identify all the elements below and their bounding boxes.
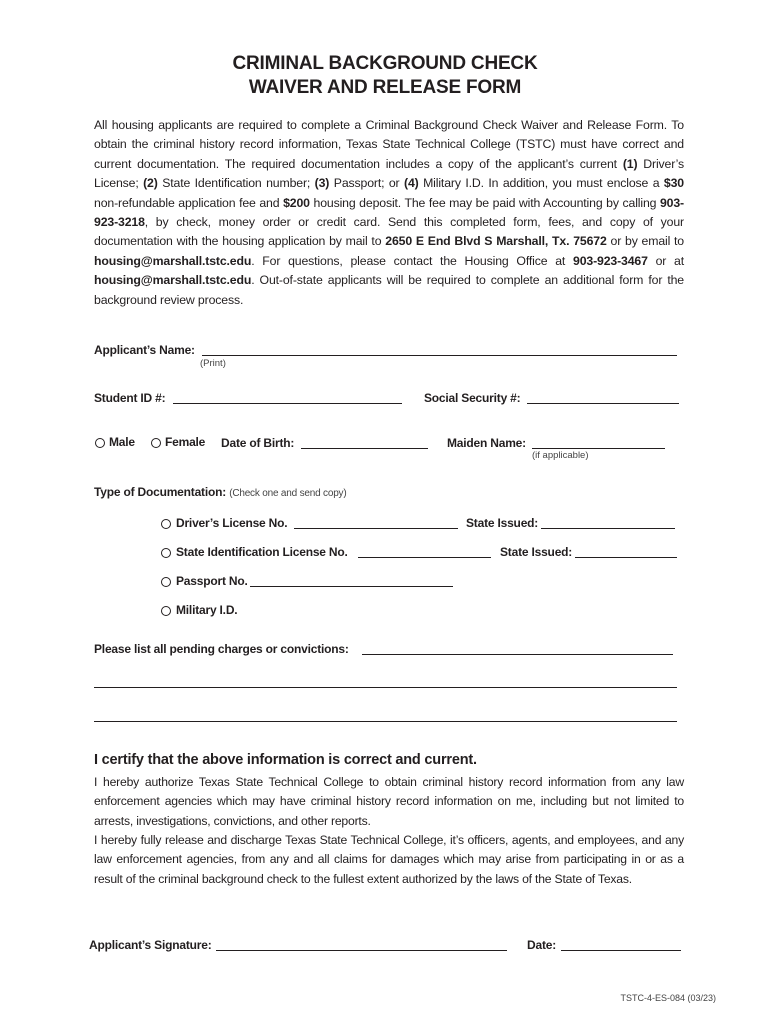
state-issued-label-1: State Issued: — [466, 516, 539, 530]
authorization-paragraph: I hereby authorize Texas State Technical College to obtain criminal history record information from any law enforcement agencies which may have criminal history record information on me, including but not limited to arrests, investigations, convictions, and other reports. — [94, 775, 684, 828]
ssn-field[interactable] — [527, 403, 679, 404]
drivers-license-radio[interactable] — [161, 519, 171, 529]
date-of-birth-label: Date of Birth: — [221, 436, 295, 450]
pending-charges-label: Please list all pending charges or convictions: — [94, 642, 349, 656]
state-issued-label-2: State Issued: — [500, 545, 573, 559]
military-id-radio[interactable] — [161, 606, 171, 616]
pending-charges-field-1[interactable] — [362, 654, 673, 655]
passport-radio[interactable] — [161, 577, 171, 587]
housing-email-link-2[interactable]: housing@marshall.tstc.edu — [94, 273, 252, 288]
date-of-birth-field[interactable] — [301, 448, 428, 449]
pending-charges-field-2[interactable] — [94, 687, 677, 688]
release-paragraph: I hereby fully release and discharge Texas State Technical College, it’s officers, agents, and employees, and any law enforcement agencies, from any and all claims for damages which may arise from participating in or as a result of the criminal background check to the fullest extent authorized by the laws of the State of Texas. — [94, 833, 684, 886]
form-title-line-2: WAIVER AND RELEASE FORM — [248, 77, 522, 98]
housing-email-link[interactable]: housing@marshall.tstc.edu — [94, 253, 252, 268]
print-hint: (Print) — [200, 358, 226, 369]
military-id-label: Military I.D. — [176, 603, 238, 617]
female-radio[interactable] — [151, 438, 161, 448]
pending-charges-field-3[interactable] — [94, 721, 677, 722]
ssn-label: Social Security #: — [424, 391, 521, 405]
state-id-label: State Identification License No. — [176, 545, 348, 559]
form-code: TSTC-4-ES-084 (03/23) — [620, 993, 716, 1003]
date-label: Date: — [527, 938, 557, 952]
documentation-hint: (Check one and send copy) — [229, 488, 347, 499]
applicant-name-label: Applicant’s Name: — [94, 343, 195, 357]
signature-field[interactable] — [216, 950, 507, 951]
state-issued-field-1[interactable] — [541, 528, 675, 529]
student-id-field[interactable] — [173, 403, 402, 404]
date-field[interactable] — [561, 950, 681, 951]
if-applicable-hint: (if applicable) — [532, 450, 589, 461]
female-label: Female — [165, 435, 206, 449]
maiden-name-field[interactable] — [532, 448, 665, 449]
drivers-license-field[interactable] — [294, 528, 458, 529]
state-id-radio[interactable] — [161, 548, 171, 558]
state-issued-field-2[interactable] — [575, 557, 677, 558]
passport-field[interactable] — [250, 586, 453, 587]
maiden-name-label: Maiden Name: — [447, 436, 526, 450]
applicant-name-field[interactable] — [202, 355, 677, 356]
drivers-license-label: Driver’s License No. — [176, 516, 288, 530]
male-label: Male — [109, 435, 135, 449]
instructions-paragraph: All housing applicants are required to complete a Criminal Background Check Waiver and Release Form. To obtain the criminal history record information, Texas State Technical College (TSTC) must have correct and current documentation. The required documentation includes a copy of the applicant’s current (1) Driver’s License; (2) State Identification number; (3) Passport; or (4) Military I.D. In addition, you must enclose a $30 non-refundable application fee and $200 housing deposit. The fee may be paid with Accounting by calling 903-923-3218, by check, money order or credit card. Send this completed form, fees, and copy of your documentation with the housing application by mail to 2650 E End Blvd S Marshall, Tx. 75672 or by email to housing@marshall.tstc.edu. For questions, please contact the Housing Office at 903-923-3467 or at housing@marshall.tstc.edu. Out-of-state applicants will be required to complete an additional form for the background review process. — [94, 118, 685, 307]
certification-heading: I certify that the above information is correct and current. — [94, 752, 477, 768]
passport-label: Passport No. — [176, 574, 248, 588]
signature-label: Applicant’s Signature: — [89, 938, 212, 952]
documentation-type-label: Type of Documentation: (Check one and send copy) — [94, 485, 347, 499]
form-title-line-1: CRIMINAL BACKGROUND CHECK — [232, 53, 538, 74]
student-id-label: Student ID #: — [94, 391, 166, 405]
state-id-field[interactable] — [358, 557, 491, 558]
male-radio[interactable] — [95, 438, 105, 448]
